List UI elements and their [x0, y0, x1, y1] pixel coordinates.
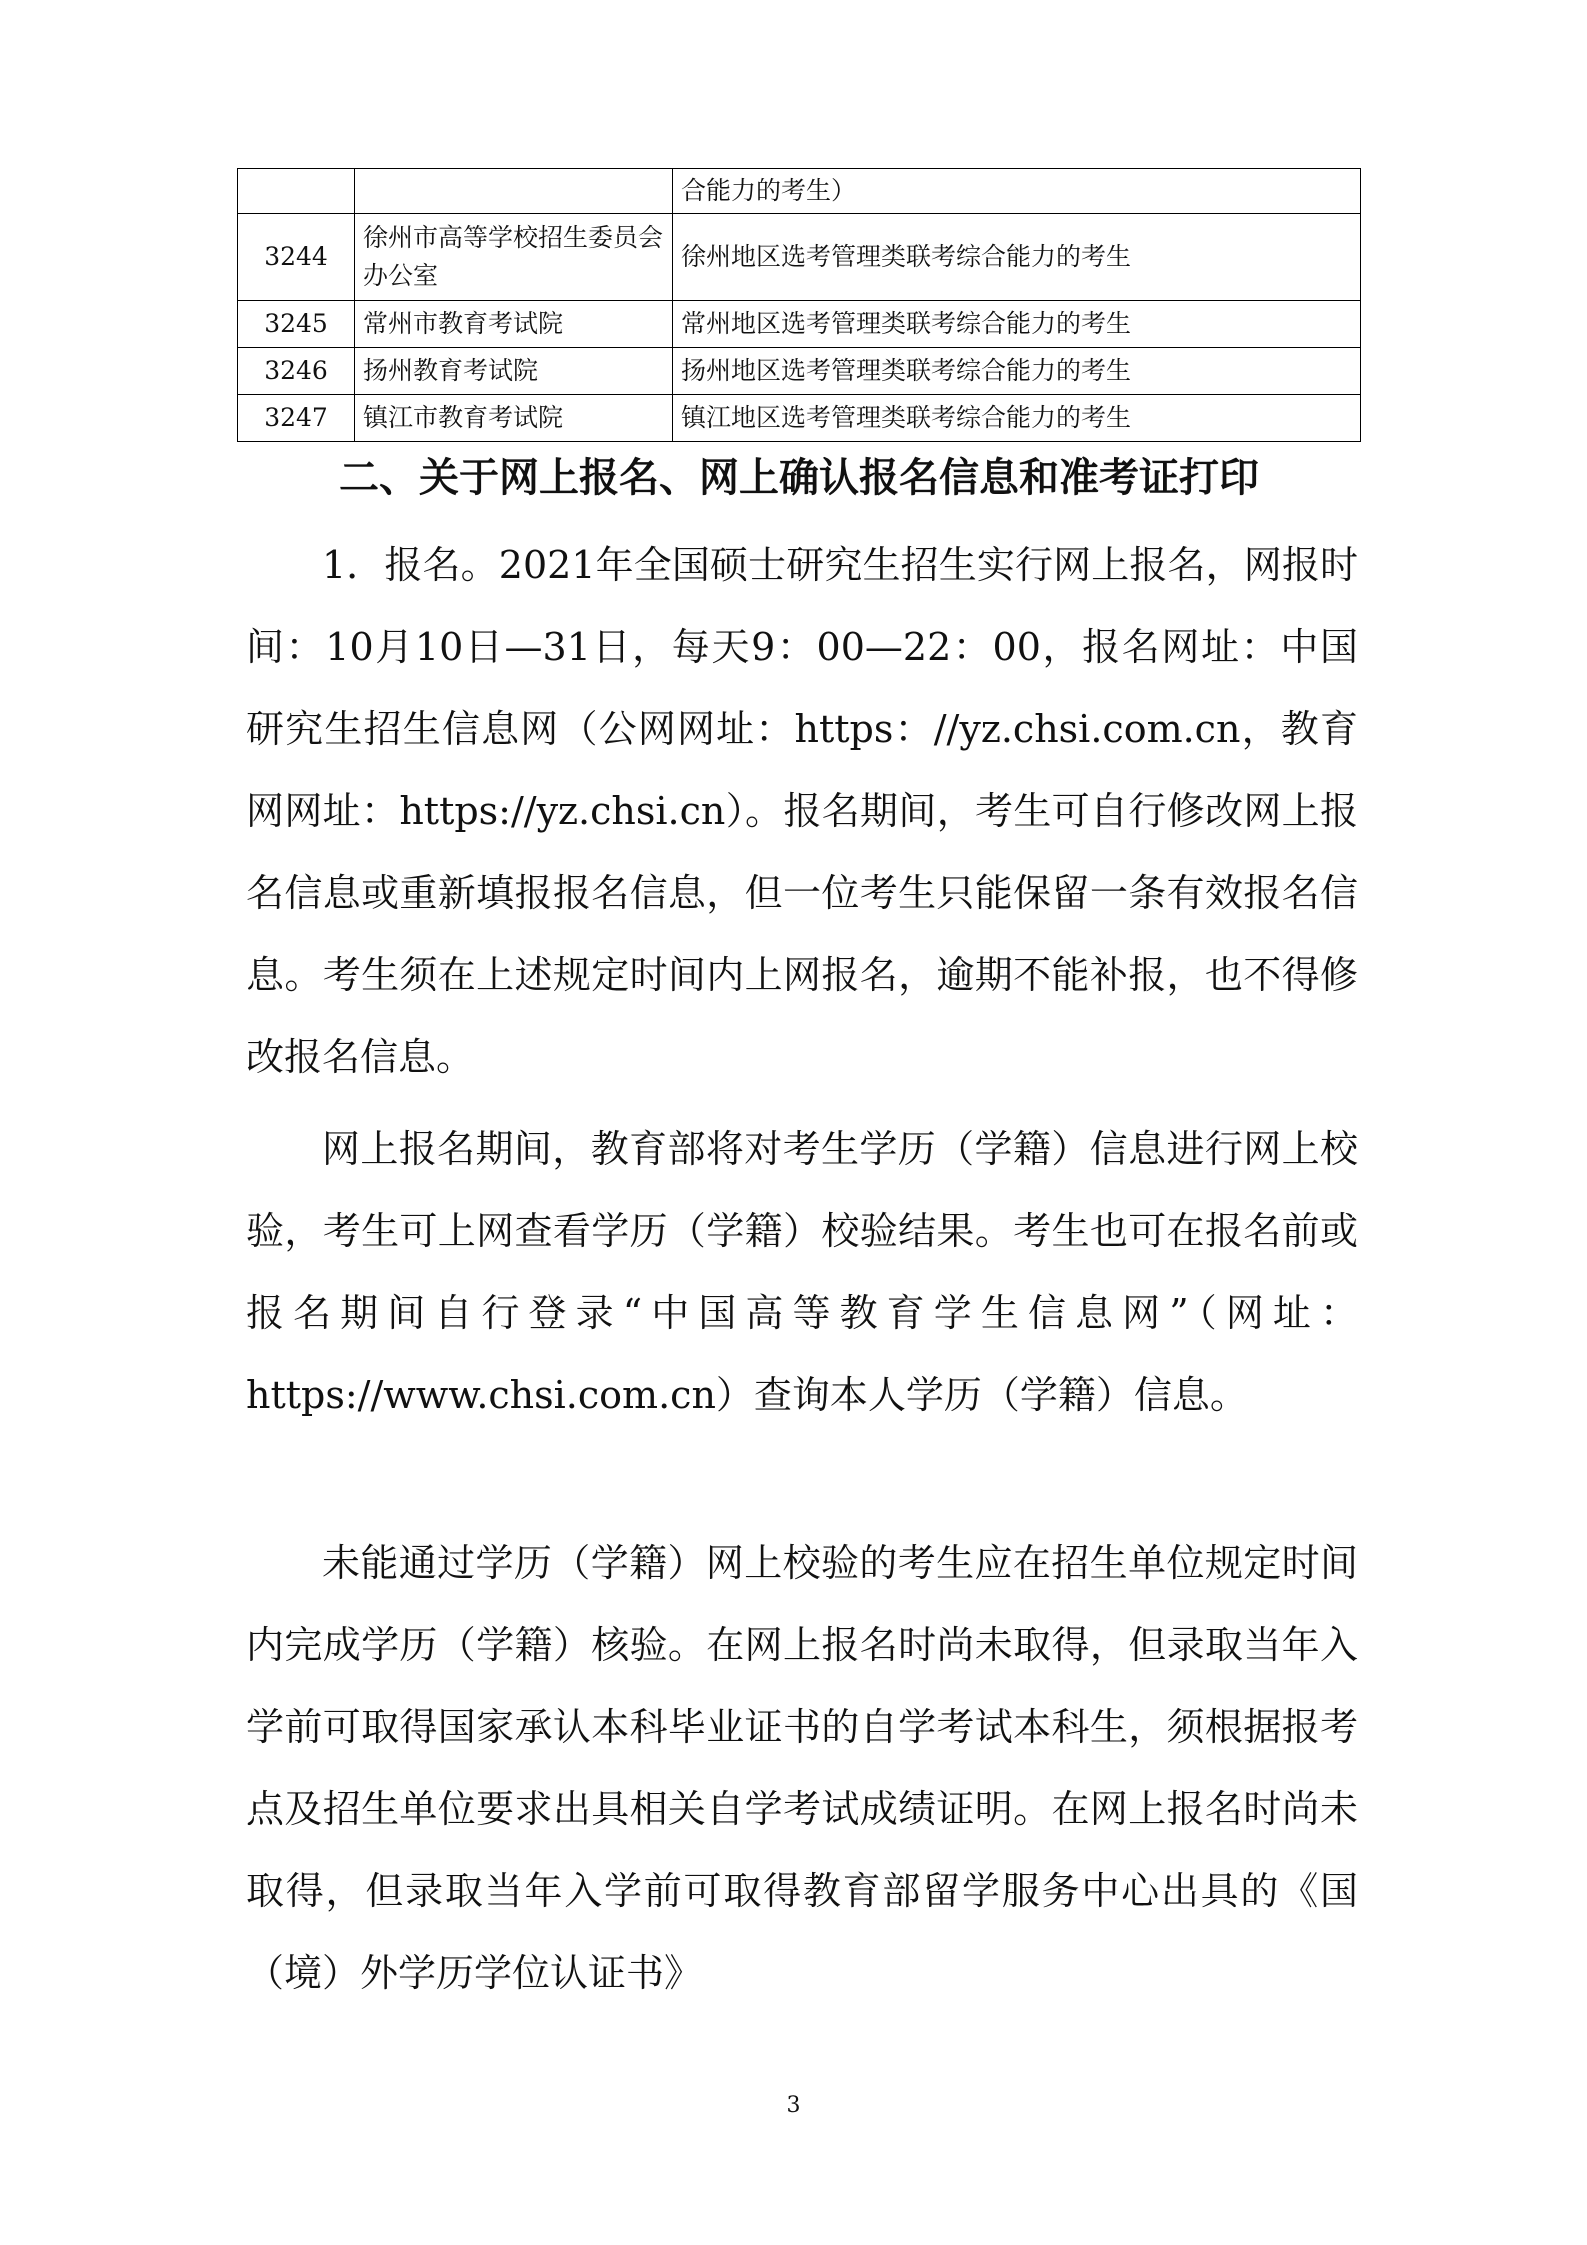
site-unit-cell: 镇江市教育考试院 [355, 395, 673, 442]
table-row [238, 395, 1361, 442]
paragraph-unverified: 未能通过学历（学籍）网上校验的考生应在招生单位规定时间内完成学历（学籍）核验。在网上报名时尚未取得，但录取当年入学前可取得国家承认本科毕业证书的自学考试本科生，须根据报考点及招生单位要求出具相关自学考试成绩证明。在网上报名时尚未取得，但录取当年入学前可取得教育部留学服务中心出具的《国（境）外学历学位认证书》 [246, 1541, 1358, 1995]
site-unit-cell: 徐州市高等学校招生委员会办公室 [355, 214, 673, 301]
site-scope-cell: 徐州地区选考管理类联考综合能力的考生 [673, 214, 1361, 301]
site-code-cell: 3246 [238, 348, 355, 395]
page-number: 3 [786, 2093, 801, 2118]
site-scope-cell: 常州地区选考管理类联考综合能力的考生 [673, 301, 1361, 348]
table-row [238, 301, 1361, 348]
site-scope-cell: 镇江地区选考管理类联考综合能力的考生 [673, 395, 1361, 442]
section-heading: 二、关于网上报名、网上确认报名信息和准考证打印 [339, 455, 1259, 501]
exam-site-table [237, 168, 1361, 442]
site-scope-cell: 扬州地区选考管理类联考综合能力的考生 [673, 348, 1361, 395]
paragraph-registration: 1．报名。2021年全国硕士研究生招生实行网上报名，网报时间：10月10日—31日，每天9：00—22：00，报名网址：中国研究生招生信息网（公网网址：https：//yz.chsi.com.cn，教育网网址：https://yz.chsi.cn）。报名期间，考生可自行修改网上报名信息或重新填报报名信息，但一位考生只能保留一条有效报名信息。考生须在上述规定时间内上网报名，逾期不能补报，也不得修改报名信息。 [246, 543, 1358, 1079]
table-row [238, 169, 1361, 214]
site-unit-cell: 常州市教育考试院 [355, 301, 673, 348]
paragraph-verification: 网上报名期间，教育部将对考生学历（学籍）信息进行网上校验，考生可上网查看学历（学籍）校验结果。考生也可在报名前或报名期间自行登录“中国高等教育学生信息网”（网址：https://www.chsi.com.cn）查询本人学历（学籍）信息。 [246, 1127, 1358, 1417]
table-row [238, 214, 1361, 301]
table-row [238, 348, 1361, 395]
site-unit-cell: 扬州教育考试院 [355, 348, 673, 395]
site-scope-cell: 合能力的考生） [673, 169, 1361, 214]
site-code-cell: 3244 [238, 214, 355, 301]
site-code-cell: 3245 [238, 301, 355, 348]
site-code-cell: 3247 [238, 395, 355, 442]
site-code-cell [238, 169, 355, 214]
site-unit-cell [355, 169, 673, 214]
